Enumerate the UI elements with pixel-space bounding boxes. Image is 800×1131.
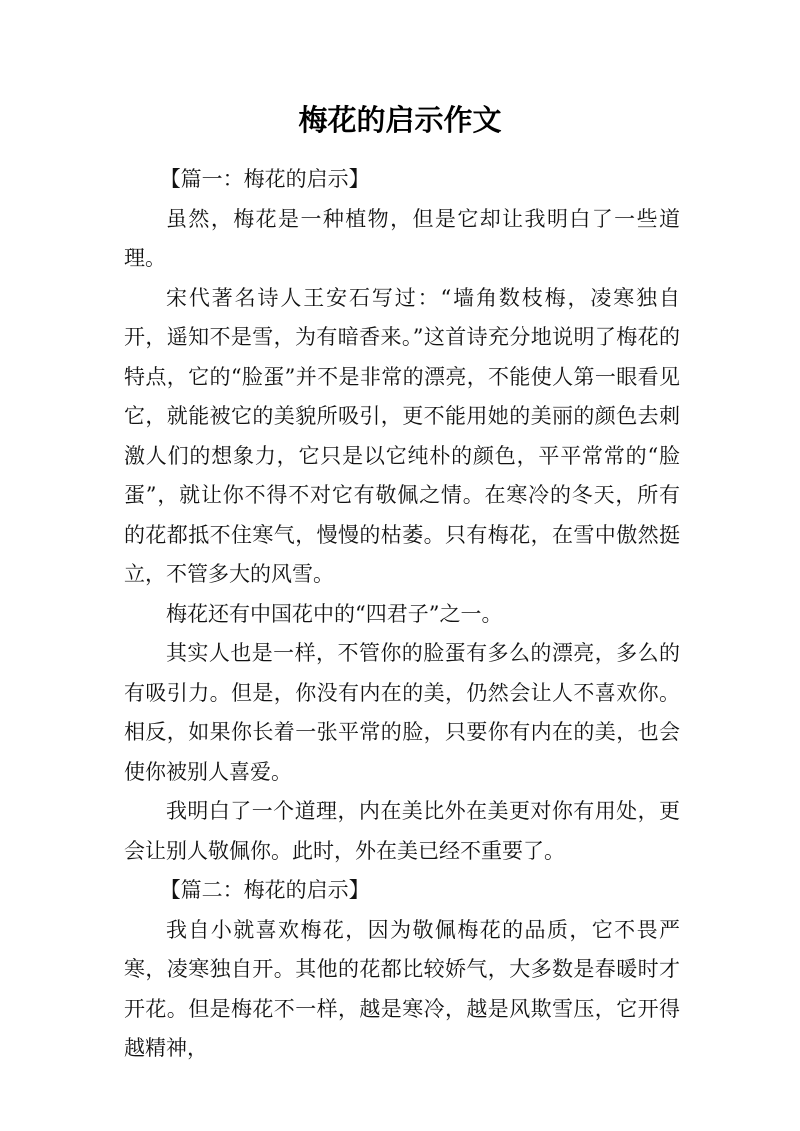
paragraph: 宋代著名诗人王安石写过：“墙角数枝梅，凌寒独自开，遥知不是雪，为有暗香来。”这首诗充分地说明了梅花的特点，它的“脸蛋”并不是非常的漂亮，不能使人第一眼看见它，就能被它的美貌所吸引，更不能用她的美丽的颜色去刺激人们的想象力，它只是以它纯朴的颜色，平平常常的“脸蛋”，就让你不得不对它有敬佩之情。在寒冷的冬天，所有的花都抵不住寒气，慢慢的枯萎。只有梅花，在雪中傲然挺立，不管多大的风雪。 (124, 285, 680, 586)
paragraph: 我自小就喜欢梅花，因为敬佩梅花的品质，它不畏严寒，凌寒独自开。其他的花都比较娇气，大多数是春暖时才开花。但是梅花不一样，越是寒冷，越是风欺雪压，它开得越精神， (124, 917, 680, 1060)
section-heading: 【篇二：梅花的启示】 (159, 878, 370, 902)
paragraph: 我明白了一个道理，内在美比外在美更对你有用处，更会让别人敬佩你。此时，外在美已经不重要了。 (124, 799, 680, 863)
section-heading: 【篇一：梅花的启示】 (159, 167, 370, 191)
paragraph: 梅花还有中国花中的“四君子”之一。 (166, 601, 503, 626)
paragraph: 其实人也是一样，不管你的脸蛋有多么的漂亮，多么的有吸引力。但是，你没有内在的美，仍然会让人不喜欢你。相反，如果你长着一张平常的脸，只要你有内在的美，也会使你被别人喜爱。 (124, 641, 680, 784)
paragraph: 虽然，梅花是一种植物，但是它却让我明白了一些道理。 (124, 206, 680, 270)
document-title: 梅花的启示作文 (298, 103, 502, 137)
document-body (124, 160, 680, 1069)
